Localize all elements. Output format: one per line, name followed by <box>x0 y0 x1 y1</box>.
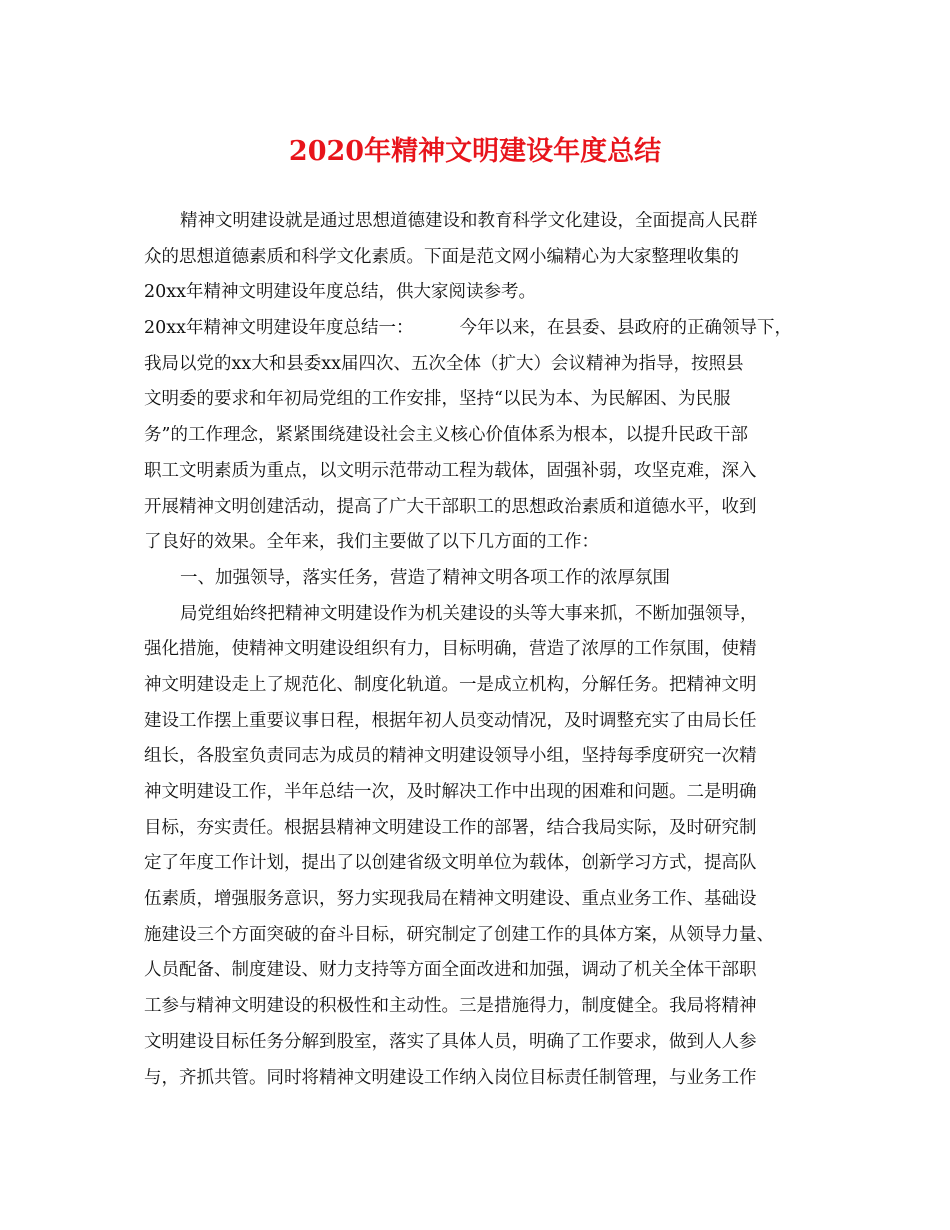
text-line: 务”的工作理念，紧紧围绕建设社会主义核心价值体系为根本，以提升民政干部 <box>144 425 748 446</box>
text-line: 20xx年精神文明建设年度总结，供大家阅读参考。 <box>144 282 537 303</box>
section-heading: 20xx年精神文明建设年度总结一： <box>144 318 414 339</box>
text-line: 局党组始终把精神文明建设作为机关建设的头等大事来抓，不断加强领导， <box>180 603 758 624</box>
text-line: 神文明建设工作，半年总结一次，及时解决工作中出现的困难和问题。二是明确 <box>144 782 757 802</box>
document-body <box>144 204 804 1096</box>
section-text: 今年以来，在县委、县政府的正确领导下， <box>459 318 793 339</box>
text-line: 工参与精神文明建设的积极性和主动性。三是措施得力，制度健全。我局将精神 <box>144 996 757 1017</box>
text-line: 神文明建设走上了规范化、制度化轨道。一是成立机构，分解任务。把精神文明 <box>144 674 757 695</box>
document-title: 2020年精神文明建设年度总结 <box>288 136 662 167</box>
text-line: 组长，各股室负责同志为成员的精神文明建设领导小组，坚持每季度研究一次精 <box>144 746 757 767</box>
text-line: 众的思想道德素质和科学文化素质。下面是范文网小编精心为大家整理收集的 <box>144 246 739 267</box>
subheading: 一、加强领导，落实任务，营造了精神文明各项工作的浓厚氛围 <box>180 567 670 588</box>
text-line: 伍素质，增强服务意识，努力实现我局在精神文明建设、重点业务工作、基础设 <box>144 889 757 910</box>
text-line: 职工文明素质为重点，以文明示范带动工程为载体，固强补弱，攻坚克难，深入 <box>144 460 757 481</box>
text-line: 精神文明建设就是通过思想道德建设和教育科学文化建设，全面提高人民群 <box>180 211 758 231</box>
text-line: 我局以党的xx大和县委xx届四次、五次全体（扩大）会议精神为指导，按照县 <box>144 353 744 374</box>
text-line: 与，齐抓共管。同时将精神文明建设工作纳入岗位目标责任制管理，与业务工作 <box>144 1067 757 1088</box>
text-line-section-start <box>144 311 804 347</box>
text-line: 目标，夯实责任。根据县精神文明建设工作的部署，结合我局实际，及时研究制 <box>144 817 757 838</box>
text-line: 文明委的要求和年初局党组的工作安排，坚持“以民为本、为民解困、为民服 <box>144 389 731 410</box>
text-line: 定了年度工作计划，提出了以创建省级文明单位为载体，创新学习方式，提高队 <box>144 853 757 874</box>
text-line: 了良好的效果。全年来，我们主要做了以下几方面的工作： <box>144 532 599 553</box>
text-line: 建设工作摆上重要议事日程，根据年初人员变动情况，及时调整充实了由局长任 <box>144 710 757 731</box>
text-line: 施建设三个方面突破的奋斗目标，研究制定了创建工作的具体方案，从领导力量、 <box>144 924 774 945</box>
text-line: 人员配备、制度建设、财力支持等方面全面改进和加强，调动了机关全体干部职 <box>144 960 757 981</box>
text-line: 开展精神文明创建活动，提高了广大干部职工的思想政治素质和道德水平，收到 <box>144 496 757 517</box>
text-line: 强化措施，使精神文明建设组织有力，目标明确，营造了浓厚的工作氛围，使精 <box>144 639 757 660</box>
text-line: 文明建设目标任务分解到股室，落实了具体人员，明确了工作要求，做到人人参 <box>144 1031 757 1052</box>
